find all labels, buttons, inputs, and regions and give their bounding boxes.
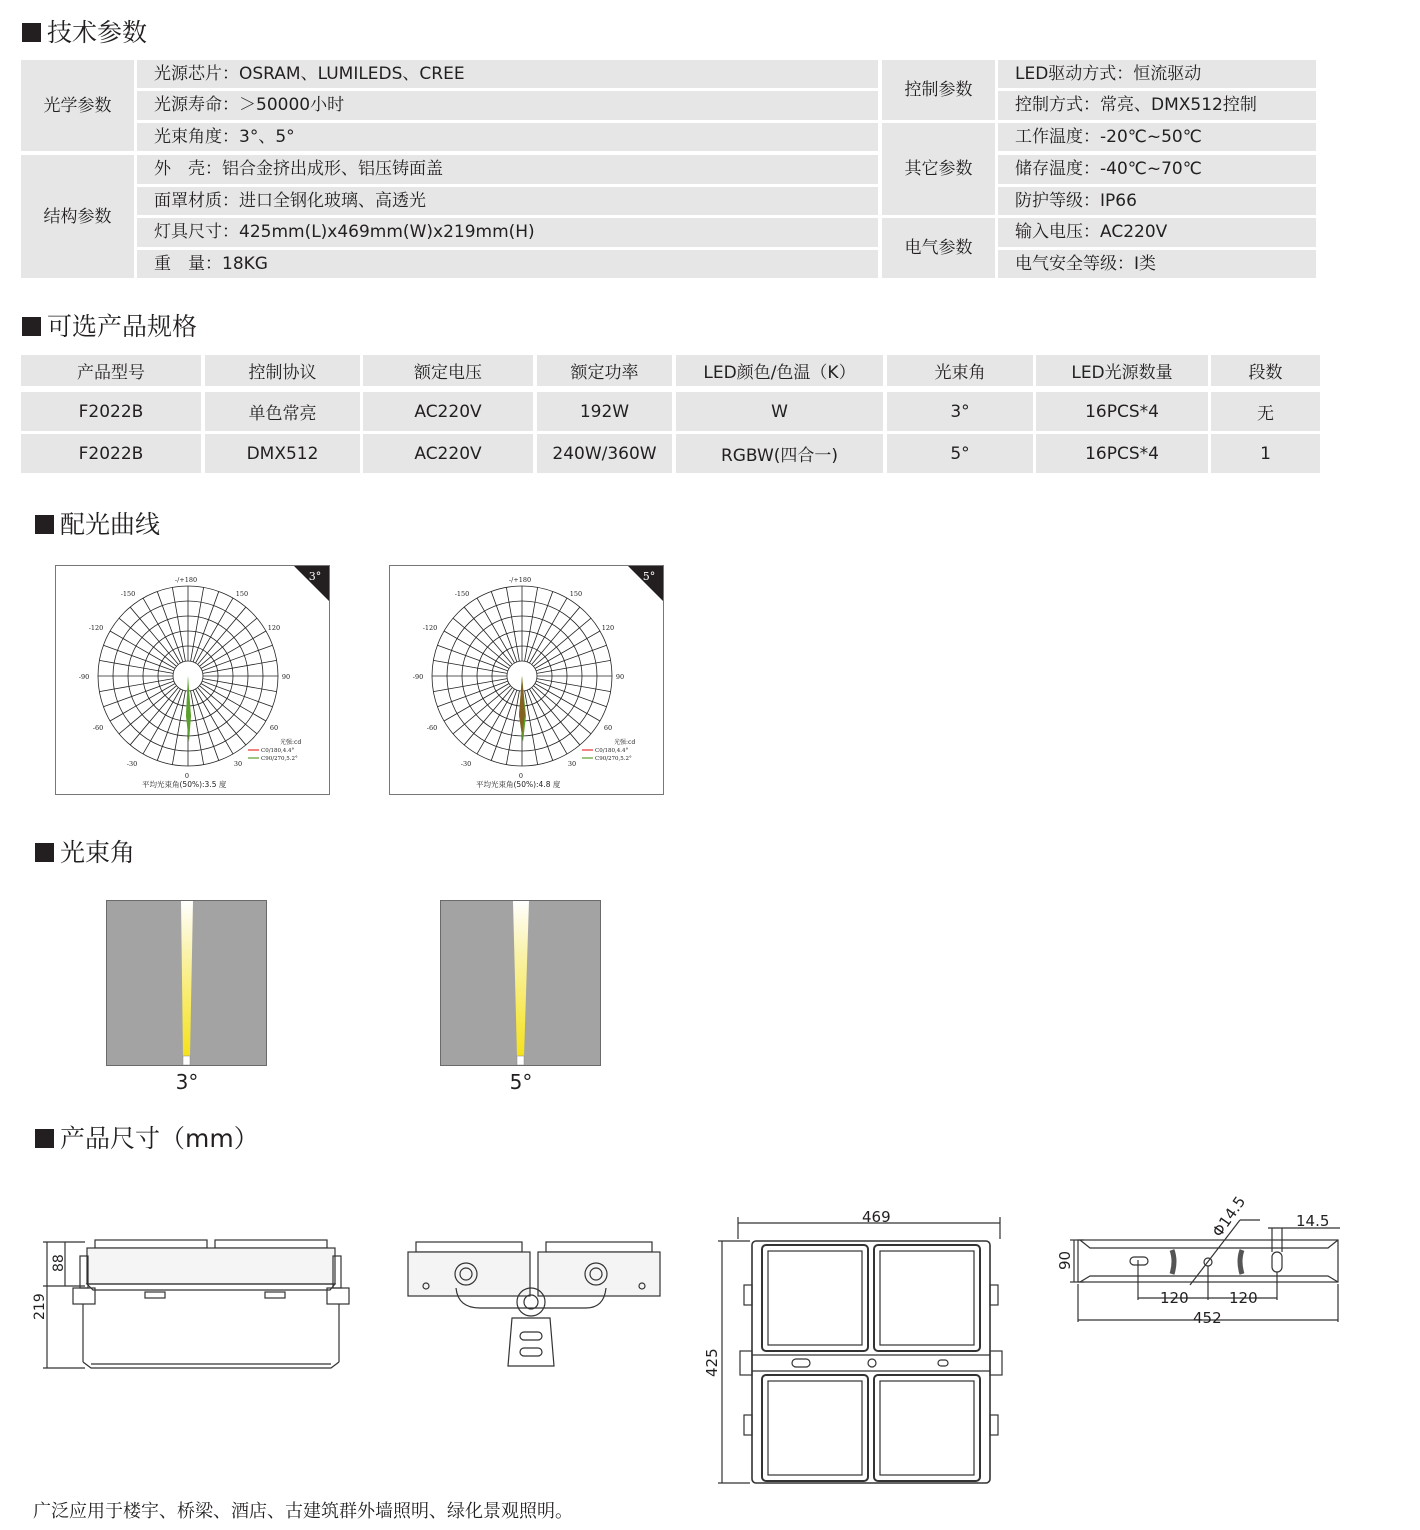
spec-table-cell: 16PCS*4 — [1036, 392, 1208, 431]
application-footer: 广泛应用于楼宇、桥梁、酒店、古建筑群外墙照明、绿化景观照明。 — [33, 1501, 573, 1522]
control-row-driver: LED驱动方式：恒流驱动 — [998, 60, 1316, 88]
polar-legend-c0: C0/180,4.4° — [261, 748, 295, 754]
polar-footer: 平均光束角(50%):4.8 度 — [476, 780, 561, 789]
structure-row-cover: 面罩材质：进口全钢化玻璃、高透光 — [137, 187, 878, 215]
polar-chart-3 — [55, 565, 330, 795]
side-view-drawing — [25, 1230, 360, 1380]
section-title-curve-text: 配光曲线 — [60, 510, 161, 539]
spec-table-cell: F2022B — [21, 434, 201, 473]
polar-angle-label: -150 — [454, 590, 470, 598]
section-title-options-text: 可选产品规格 — [47, 312, 198, 341]
section-title-dims-text: 产品尺寸（mm） — [60, 1124, 259, 1153]
electric-row-voltage: 输入电压：AC220V — [998, 218, 1316, 247]
beam-label-3: 3° — [175, 1070, 199, 1094]
polar-angle-label: -60 — [426, 724, 438, 732]
dim-pitch-b: 120 — [1229, 1289, 1258, 1307]
beam-image-5 — [440, 900, 601, 1066]
beam-image-3 — [106, 900, 267, 1066]
spec-table-cell: RGBW(四合一) — [676, 434, 883, 473]
polar-chart-5 — [389, 565, 664, 795]
section-title-beam-text: 光束角 — [60, 838, 136, 867]
polar-angle-label: -/+180 — [174, 576, 198, 584]
optical-row-angle: 光束角度：3°、5° — [137, 123, 878, 151]
polar-angle-label: -150 — [120, 590, 136, 598]
polar-footer: 平均光束角(50%):3.5 度 — [142, 780, 227, 789]
optical-label: 光学参数 — [21, 60, 134, 151]
polar-angle-label: 30 — [233, 760, 243, 768]
spec-header-cell: 段数 — [1211, 355, 1320, 386]
structure-row-housing: 外 壳：铝合金挤出成形、铝压铸面盖 — [137, 155, 878, 184]
structure-row-weight: 重 量：18KG — [137, 250, 878, 278]
spec-header-cell: LED颜色/色温（K） — [676, 355, 883, 386]
polar-legend-title: 光强:cd — [280, 739, 302, 746]
section-title-dims — [35, 1124, 259, 1154]
spec-table-cell: AC220V — [363, 434, 533, 473]
polar-angle-label: 120 — [601, 624, 615, 632]
bracket-view-drawing — [1050, 1190, 1350, 1330]
polar-angle-label: 60 — [269, 724, 279, 732]
spec-table-cell: 5° — [887, 434, 1033, 473]
dim-bracket-height: 90 — [1056, 1250, 1074, 1270]
polar-angle-label: 30 — [567, 760, 577, 768]
spec-header-cell: 额定电压 — [363, 355, 533, 386]
spec-header-cell: 光束角 — [887, 355, 1033, 386]
spec-table-cell: DMX512 — [205, 434, 360, 473]
polar-angle-label: 0 — [518, 772, 524, 780]
beam-source-5 — [517, 1056, 524, 1065]
spec-header-cell: LED光源数量 — [1036, 355, 1208, 386]
spec-table-cell: 192W — [537, 392, 672, 431]
polar-angle-label: 150 — [235, 590, 249, 598]
control-label: 控制参数 — [882, 60, 995, 120]
beam-label-5: 5° — [509, 1070, 533, 1094]
polar-angle-label: 90 — [281, 673, 291, 681]
spec-table-cell: 单色常亮 — [205, 392, 360, 431]
spec-table-cell: F2022B — [21, 392, 201, 431]
polar-angle-label: -30 — [126, 760, 138, 768]
polar-angle-label: -90 — [412, 673, 424, 681]
beam-cone-3 — [181, 901, 193, 1056]
polar-corner-label: 3° — [308, 570, 322, 583]
polar-legend-c90: C90/270,5.2° — [595, 756, 632, 762]
dim-front-width: 469 — [862, 1208, 891, 1226]
top-view-drawing — [400, 1238, 670, 1378]
optical-row-life: 光源寿命：＞50000小时 — [137, 91, 878, 120]
polar-legend-title: 光强:cd — [614, 739, 636, 746]
polar-angle-label: 120 — [267, 624, 281, 632]
other-label: 其它参数 — [882, 123, 995, 215]
dim-bracket-width: 452 — [1193, 1309, 1222, 1327]
polar-angle-label: -/+180 — [508, 576, 532, 584]
section-title-tech — [22, 18, 147, 48]
spec-header-cell: 产品型号 — [21, 355, 201, 386]
polar-angle-label: -120 — [88, 624, 104, 632]
polar-legend-c0: C0/180,4.4° — [595, 748, 629, 754]
polar-legend-c90: C90/270,5.2° — [261, 756, 298, 762]
other-row-store-temp: 储存温度：-40℃~70℃ — [998, 155, 1316, 184]
beam-source-3 — [183, 1056, 190, 1065]
dim-slot-width: 14.5 — [1296, 1212, 1330, 1230]
other-row-work-temp: 工作温度：-20℃~50℃ — [998, 123, 1316, 151]
spec-table-cell: 16PCS*4 — [1036, 434, 1208, 473]
beam-cone-5 — [513, 901, 529, 1056]
front-view-drawing — [700, 1205, 1020, 1495]
structure-label: 结构参数 — [21, 155, 134, 278]
spec-table-cell: 无 — [1211, 392, 1320, 431]
spec-table-cell: AC220V — [363, 392, 533, 431]
polar-angle-label: -30 — [460, 760, 472, 768]
spec-table-cell: 3° — [887, 392, 1033, 431]
section-title-curve — [35, 510, 160, 540]
polar-angle-label: 60 — [603, 724, 613, 732]
polar-angle-label: 150 — [569, 590, 583, 598]
dim-pitch-a: 120 — [1160, 1289, 1189, 1307]
section-title-tech-text: 技术参数 — [47, 18, 148, 47]
dim-side-top: 88 — [51, 1254, 67, 1272]
electric-label: 电气参数 — [882, 218, 995, 278]
electric-row-safety: 电气安全等级：I类 — [998, 250, 1316, 278]
polar-corner-label: 5° — [642, 570, 656, 583]
polar-angle-label: -90 — [78, 673, 90, 681]
dim-front-height: 425 — [703, 1348, 721, 1377]
dim-hole-diameter: Φ14.5 — [1208, 1192, 1250, 1241]
spec-table-cell: W — [676, 392, 883, 431]
section-title-options — [22, 312, 197, 342]
section-title-beam — [35, 838, 135, 868]
spec-table-cell: 240W/360W — [537, 434, 672, 473]
spec-header-cell: 控制协议 — [205, 355, 360, 386]
polar-angle-label: -60 — [92, 724, 104, 732]
dim-side-height: 219 — [32, 1293, 48, 1320]
optical-row-chip: 光源芯片：OSRAM、LUMILEDS、CREE — [137, 60, 878, 88]
control-row-mode: 控制方式：常亮、DMX512控制 — [998, 91, 1316, 120]
polar-angle-label: 90 — [615, 673, 625, 681]
structure-row-size: 灯具尺寸：425mm(L)x469mm(W)x219mm(H) — [137, 218, 878, 247]
spec-table-cell: 1 — [1211, 434, 1320, 473]
other-row-ip: 防护等级：IP66 — [998, 187, 1316, 215]
spec-header-cell: 额定功率 — [537, 355, 672, 386]
polar-angle-label: -120 — [422, 624, 438, 632]
polar-angle-label: 0 — [184, 772, 190, 780]
